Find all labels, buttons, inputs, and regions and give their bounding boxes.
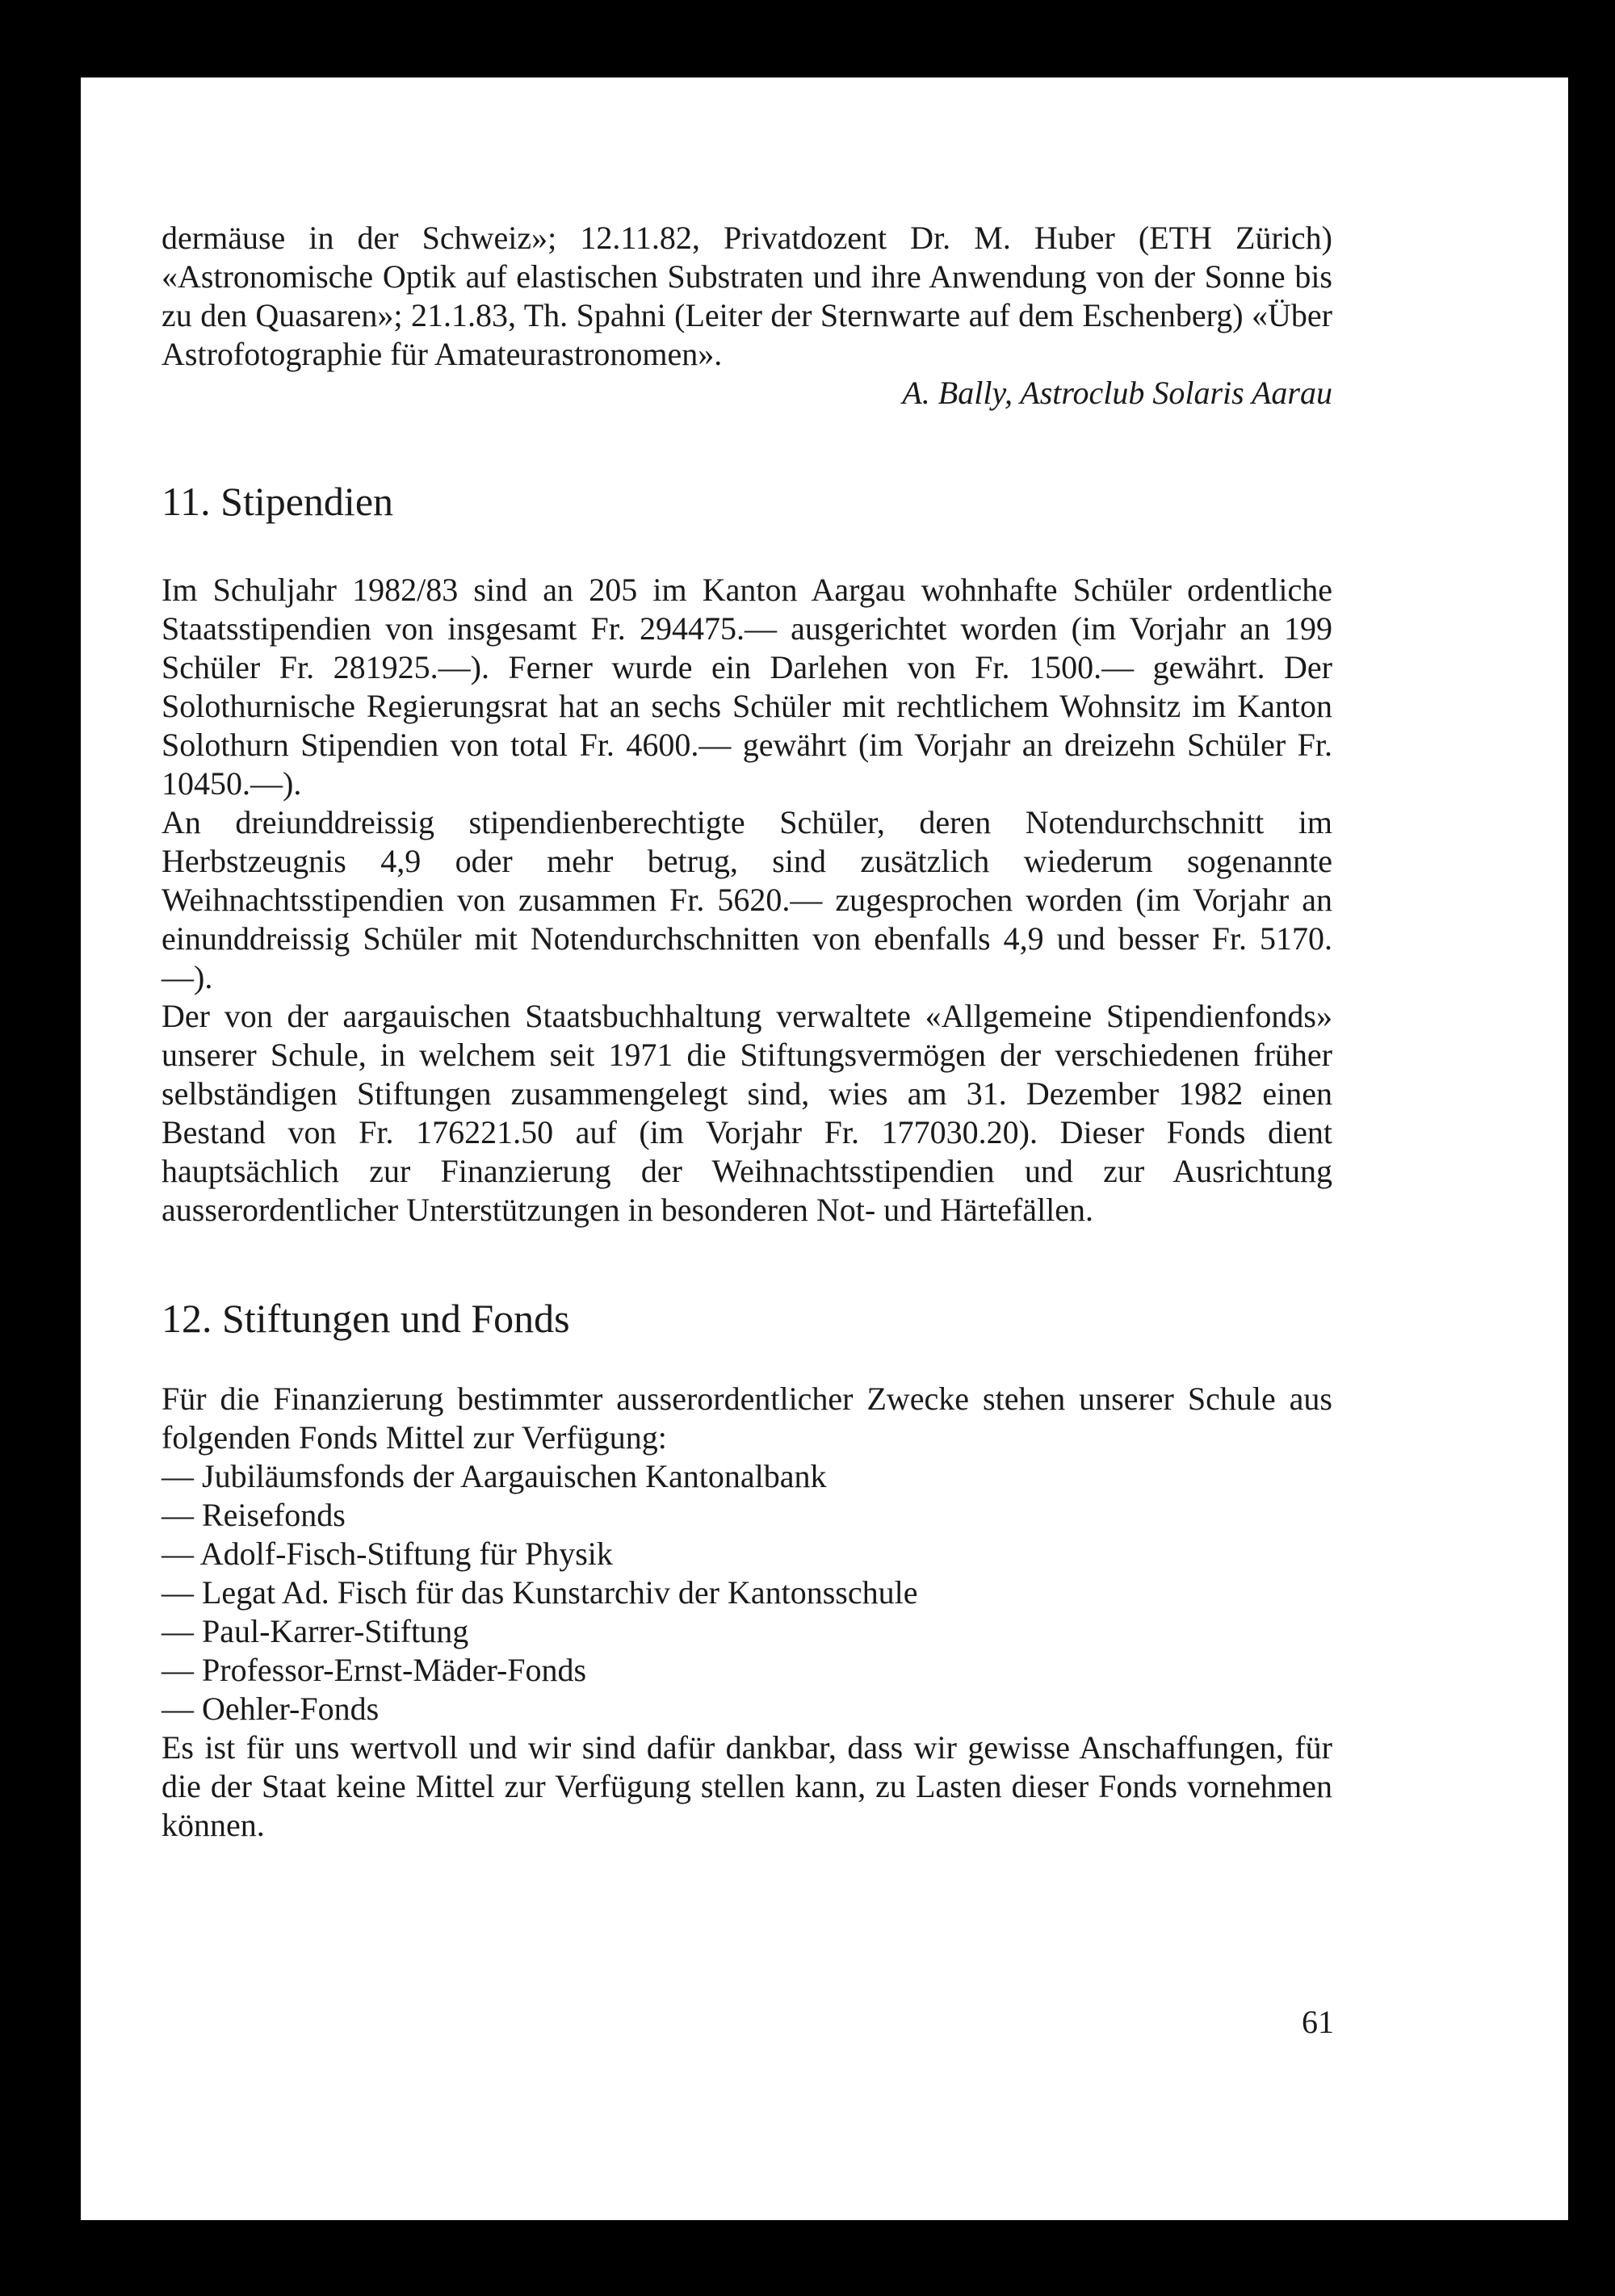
page-number: 61 — [1302, 2004, 1334, 2040]
author-signature: A. Bally, Astroclub Solaris Aarau — [902, 375, 1332, 411]
stipendien-paragraph: Im Schuljahr 1982/83 sind an 205 im Kanton Aargau wohnhafte Schüler ordentliche Staatsstipendien von insgesamt Fr. 294475.— ausgerichtet worden (im Vorjahr an 199 Schüler Fr. 281925.—). Ferner wurde ein Darlehen von Fr. 1500.— gewährt. Der Solothurnische Regierungsrat hat an sechs Schüler mit rechtlichem Wohnsitz im Kanton Solothurn Stipendien von total Fr. 4600.— gewährt (im Vorjahr an dreizehn Schüler Fr. 10450.—). — [162, 572, 1332, 802]
list-item: — Jubiläumsfonds der Aargauischen Kantonalbank — [162, 1458, 827, 1494]
list-item: — Paul-Karrer-Stiftung — [162, 1613, 469, 1649]
stiftungen-intro: Für die Finanzierung bestimmter ausserordentlicher Zwecke stehen unserer Schule aus folgenden Fonds Mittel zur Verfügung: — [162, 1381, 1332, 1456]
list-item: — Adolf-Fisch-Stiftung für Physik — [162, 1536, 613, 1572]
page-content — [162, 219, 1332, 1845]
document-page — [81, 78, 1568, 2220]
list-item: — Oehler-Fonds — [162, 1691, 380, 1727]
stipendien-paragraph: Der von der aargauischen Staatsbuchhaltung verwaltete «Allgemeine Stipendienfonds» unserer Schule, in welchem seit 1971 die Stiftungsvermögen der verschiedenen früher selbständigen Stiftungen zusammengelegt sind, wies am 31. Dezember 1982 einen Bestand von Fr. 176221.50 auf (im Vorjahr Fr. 177030.20). Dieser Fonds dient hauptsächlich zur Finanzierung der Weihnachtsstipendien und zur Ausrichtung ausserordentlicher Unterstützungen in besonderen Not- und Härtefällen. — [162, 998, 1332, 1228]
stiftungen-closing: Es ist für uns wertvoll und wir sind dafür dankbar, dass wir gewisse Anschaffungen, für die der Staat keine Mittel zur Verfügung stellen kann, zu Lasten dieser Fonds vornehmen können. — [162, 1729, 1332, 1843]
section-heading-stipendien: 11. Stipendien — [162, 479, 394, 524]
list-item: — Legat Ad. Fisch für das Kunstarchiv der Kantonsschule — [162, 1574, 918, 1611]
list-item: — Reisefonds — [162, 1497, 346, 1533]
intro-paragraph: dermäuse in der Schweiz»; 12.11.82, Privatdozent Dr. M. Huber (ETH Zürich) «Astronomische Optik auf elastischen Substraten und ihre Anwendung von der Sonne bis zu den Quasaren»; 21.1.83, Th. Spahni (Leiter der Sternwarte auf dem Eschenberg) «Über Astrofotographie für Amateurastronomen». — [162, 220, 1332, 372]
section-heading-stiftungen: 12. Stiftungen und Fonds — [162, 1296, 570, 1341]
list-item: — Professor-Ernst-Mäder-Fonds — [162, 1652, 587, 1688]
stipendien-paragraph: An dreiunddreissig stipendienberechtigte Schüler, deren Notendurchschnitt im Herbstzeugnis 4,9 oder mehr betrug, sind zusätzlich wiederum sogenannte Weihnachtsstipendien von zusammen Fr. 5620.— zugesprochen worden (im Vorjahr an einunddreissig Schüler mit Notendurchschnitten von ebenfalls 4,9 und besser Fr. 5170.—). — [162, 804, 1332, 995]
fonds-list — [162, 1457, 1332, 1728]
